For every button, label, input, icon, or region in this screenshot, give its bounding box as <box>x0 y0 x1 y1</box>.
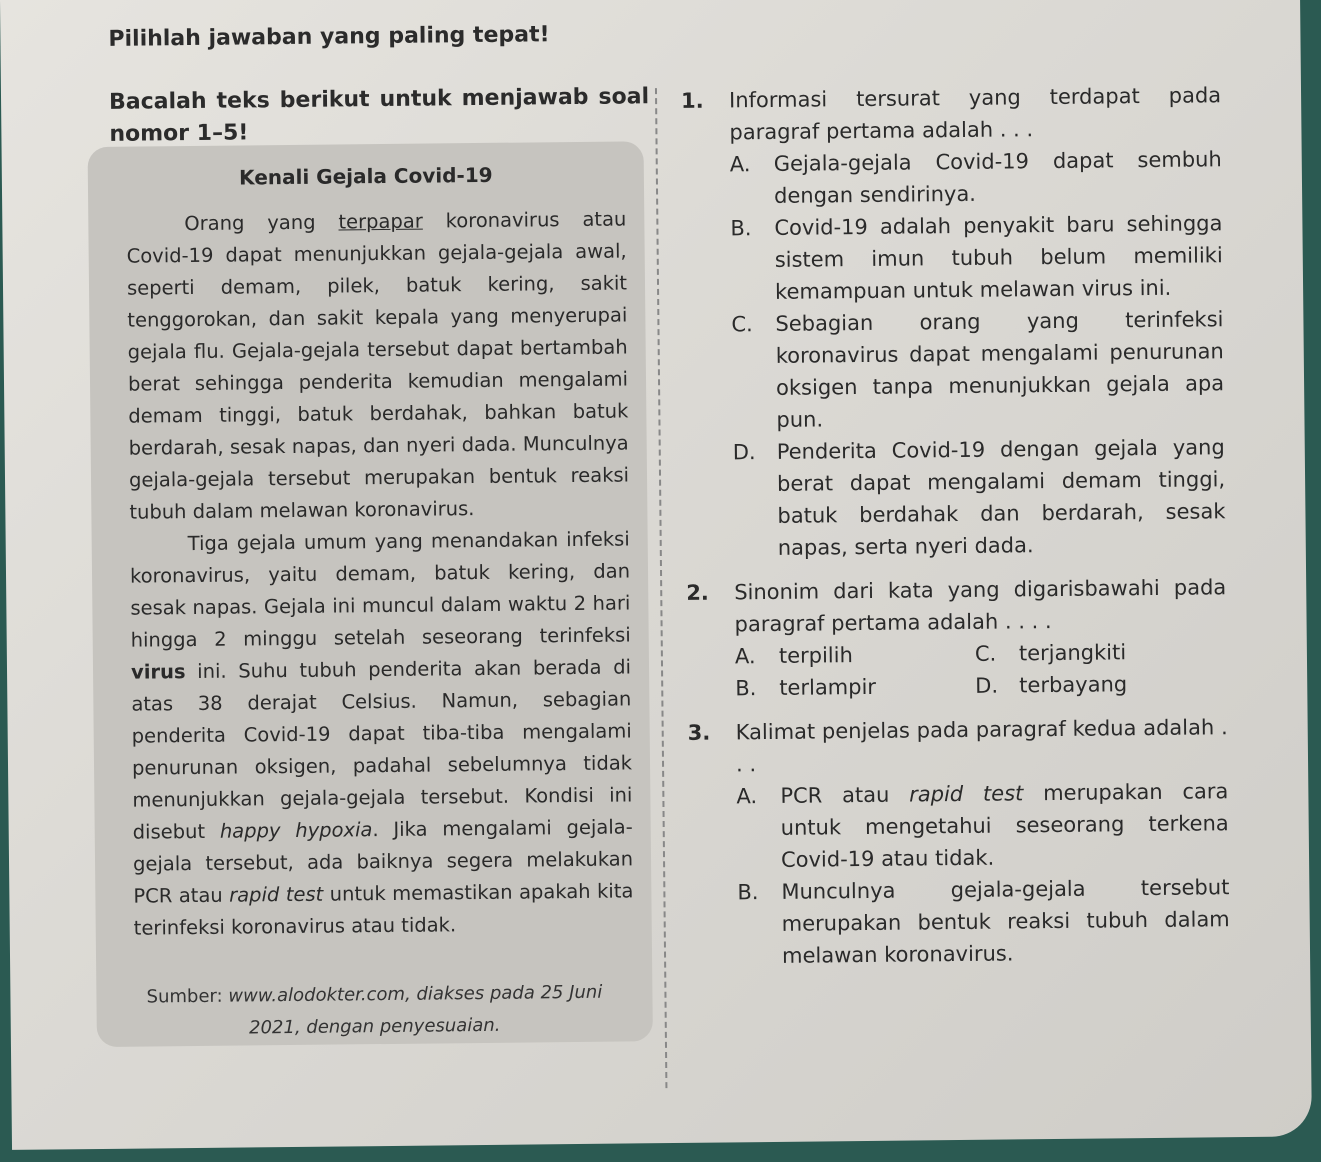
option-3b[interactable] <box>737 871 1230 972</box>
option-text: terlampir <box>779 674 877 700</box>
question-3 <box>688 711 1231 973</box>
underlined-word: terpapar <box>338 209 423 234</box>
passage-intro: Bacalah teks berikut untuk menjawab soal nomor 1–5! <box>108 84 650 147</box>
passage-body <box>126 203 634 944</box>
paragraph-1 <box>126 203 629 528</box>
option-text: Sebagian orang yang terinfeksi koronavirus dapat mengalami penurunan oksigen tanpa menunjukkan gejala apa pun. <box>775 307 1225 432</box>
option-1a[interactable] <box>730 143 1223 212</box>
option-1c[interactable] <box>731 303 1224 436</box>
question-text: Kalimat penjelas pada paragraf kedua adalah . . . <box>735 715 1228 777</box>
instruction: Pilihlah jawaban yang paling tepat! <box>108 22 550 52</box>
option-italic-term: rapid test <box>909 781 1024 807</box>
option-1d[interactable] <box>733 431 1226 564</box>
reading-passage-box <box>88 141 653 1047</box>
option-3a[interactable] <box>736 775 1229 876</box>
p1-text-b: koronavirus atau Covid-19 dapat menunjukkan gejala-gejala awal, seperti demam, pilek, batuk kering, sakit tenggorokan, dan sakit kepala yang menyerupai gejala flu. Gejala-gejala tersebut dapat bertambah berat sehingga penderita kemudian mengalami demam tinggi, batuk berdahak, bahkan batuk berdarah, sesak napas, dan nyeri dada. Munculnya gejala-gejala tersebut merupakan bentuk reaksi tubuh dalam melawan koronavirus. <box>126 207 630 524</box>
p2-italic-term: happy hypoxia <box>219 818 373 843</box>
question-1 <box>681 79 1226 565</box>
column-divider <box>655 88 667 1088</box>
option-label: C. <box>731 312 753 337</box>
source-label: Sumber: <box>146 985 229 1008</box>
option-label: B. <box>737 880 759 905</box>
passage-title: Kenali Gejala Covid-19 <box>238 162 493 190</box>
source-text: www.alodokter.com, diakses pada 25 Juni 2021, dengan penyesuaian. <box>228 981 603 1039</box>
option-text: terpilih <box>778 643 853 668</box>
option-label: B. <box>730 216 752 241</box>
passage-source <box>134 977 615 1046</box>
option-text-b: merupakan cara untuk mengetahui seseorang terkena Covid-19 atau tidak. <box>780 779 1229 872</box>
option-text <box>780 775 1229 876</box>
option-text: Penderita Covid-19 dengan gejala yang berat dapat mengalami demam tinggi, batuk berdahak dan berdarah, sesak napas, serta nyeri dada. <box>776 435 1226 560</box>
p2-italic-term-2: rapid test <box>229 882 324 907</box>
p1-text-a: Orang yang <box>184 210 339 236</box>
option-1b[interactable] <box>730 207 1223 308</box>
option-label: A. <box>736 784 758 809</box>
question-number: 3. <box>687 720 711 745</box>
question-number: 1. <box>680 88 704 113</box>
option-text: terjangkiti <box>1018 640 1127 666</box>
question-2 <box>686 571 1227 705</box>
questions-column <box>681 79 1230 985</box>
option-label: B. <box>735 676 757 701</box>
option-text-a: PCR atau <box>780 782 910 808</box>
option-2c[interactable] <box>975 635 1215 670</box>
question-text: Sinonim dari kata yang digarisbawahi pada paragraf pertama adalah . . . . <box>734 575 1227 637</box>
option-label: A. <box>734 644 756 669</box>
question-text: Informasi tersurat yang terdapat pada paragraf pertama adalah . . . <box>728 83 1222 145</box>
p2-text-d: untuk memastikan apakah kita terinfeksi koronavirus atau tidak. <box>133 879 634 940</box>
p2-text-c: . Jika mengalami gejala-gejala tersebut, ada baiknya segera melakukan PCR atau <box>132 815 634 908</box>
option-2d[interactable] <box>975 667 1215 702</box>
option-2b[interactable] <box>735 670 975 705</box>
p2-bold-word: virus <box>130 660 186 684</box>
option-text: terbayang <box>1019 672 1128 698</box>
option-label: D. <box>732 440 756 465</box>
option-text: Gejala-gejala Covid-19 dapat sembuh dengan sendirinya. <box>773 147 1222 208</box>
option-2a[interactable] <box>735 638 975 673</box>
p2-text-a: Tiga gejala umum yang menandakan infeksi koronavirus, yaitu demam, batuk kering, dan sesak napas. Gejala ini muncul dalam waktu 2 hari hingga 2 minggu setelah seseorang terinfeksi <box>129 527 631 652</box>
question-number: 2. <box>686 580 709 605</box>
paragraph-2 <box>130 523 634 944</box>
p2-text-b: ini. Suhu tubuh penderita akan berada di atas 38 derajat Celsius. Namun, sebagian penderita Covid-19 dapat tiba-tiba mengalami penurunan oksigen, padahal sebelumnya tidak menunjukkan gejala-gejala tersebut. Kondisi ini disebut <box>131 655 633 844</box>
option-label: C. <box>974 641 997 666</box>
option-label: A. <box>729 152 751 177</box>
option-text: Covid-19 adalah penyakit baru sehingga sistem imun tubuh belum memiliki kemampuan untuk melawan virus ini. <box>774 211 1223 304</box>
option-text: Munculnya gejala-gejala tersebut merupakan bentuk reaksi tubuh dalam melawan koronavirus. <box>781 875 1230 968</box>
option-label: D. <box>975 673 999 698</box>
